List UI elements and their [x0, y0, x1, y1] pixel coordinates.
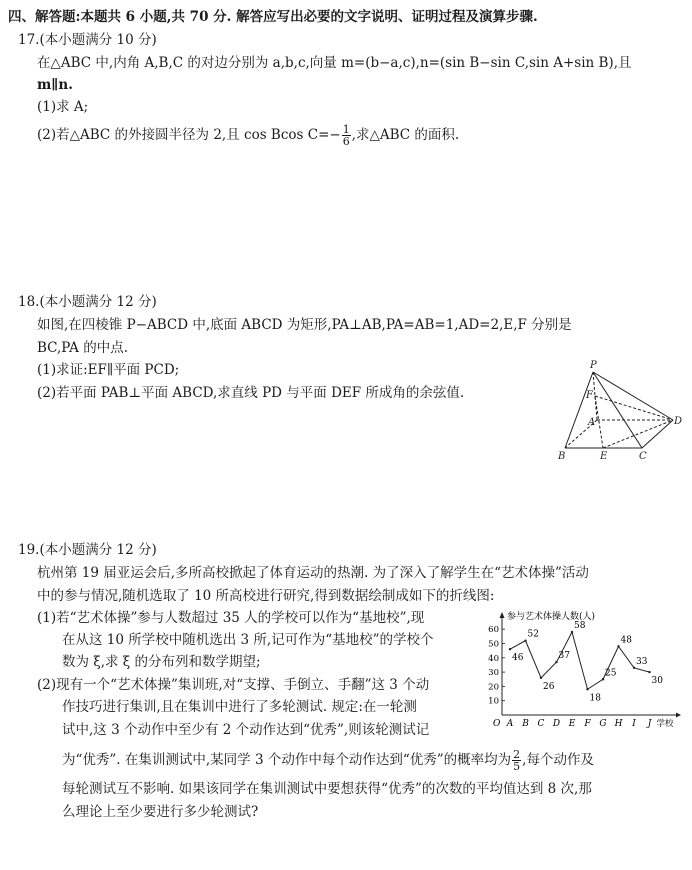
data-point: [602, 678, 604, 680]
x-tick-label: F: [584, 719, 591, 729]
x-axis-arrow: [676, 713, 681, 718]
q19-title: 19.(本小题满分 12 分): [18, 542, 157, 558]
q19-fraction-den: 5: [513, 760, 521, 773]
x-tick-label: J: [647, 719, 652, 729]
data-point: [540, 677, 542, 679]
label-D: D: [674, 416, 683, 427]
label-B: B: [558, 451, 566, 462]
q19-part1-line2: 在从这 10 所学校中随机选出 3 所,记可作为“基地校”的学校个: [62, 632, 434, 648]
y-tick-label: 30: [488, 668, 499, 679]
x-tick-label: A: [506, 719, 514, 729]
q17-fraction: [342, 124, 351, 147]
data-point: [648, 671, 650, 673]
q17-part2: [37, 124, 459, 147]
label-F: F: [586, 390, 593, 401]
y-tick-label: 20: [488, 682, 499, 693]
data-label: 48: [620, 635, 632, 646]
q17-part2-post: ,求△ABC 的面积.: [351, 127, 460, 143]
q18-stem-line2: BC,PA 的中点.: [37, 340, 128, 356]
q17-stem-line1: 在△ABC 中,内角 A,B,C 的对边分别为 a,b,c,向量 m=(b−a,c),n=(sin B−sin C,sin A+sin B),且: [37, 55, 632, 71]
q18-part1: (1)求证:EF∥平面 PCD;: [37, 362, 180, 378]
q17-part1: (1)求 A;: [37, 99, 89, 115]
data-point: [617, 645, 619, 647]
q19-part2-line4-pre: 为“优秀”. 在集训测试中,某同学 3 个动作中每个动作达到“优秀”的概率均为: [62, 752, 512, 768]
data-label: 33: [636, 656, 648, 667]
data-label: 30: [651, 676, 663, 687]
segment-ED: [603, 420, 673, 448]
label-C: C: [639, 451, 647, 462]
q18-stem-line1: 如图,在四棱锥 P−ABCD 中,底面 ABCD 为矩形,PA⊥AB,PA=AB=1,AD=2,E,F 分别是: [37, 317, 572, 333]
y-tick-label: 50: [488, 639, 499, 650]
q17-fraction-den: 6: [342, 135, 350, 148]
q19-part2-line2: 作技巧进行集训,且在集训中进行了多轮测试. 规定:在一轮测: [62, 699, 417, 715]
y-axis-arrow: [500, 612, 505, 618]
data-label: 52: [527, 629, 539, 640]
data-label: 18: [589, 693, 601, 704]
label-E: E: [600, 451, 608, 462]
data-point: [633, 667, 635, 669]
q17-title: 17.(本小题满分 10 分): [18, 32, 157, 48]
x-tick-label: D: [552, 719, 561, 729]
x-tick-label: I: [632, 719, 636, 729]
data-label: 46: [512, 653, 524, 664]
data-point: [571, 631, 573, 633]
x-tick-label: G: [599, 719, 607, 729]
segment-FE: [595, 396, 603, 448]
q18-part2: (2)若平面 PAB⊥平面 ABCD,求直线 PD 与平面 DEF 所成角的余弦值.: [37, 385, 465, 401]
edge-PC: [593, 372, 642, 448]
label-P: P: [590, 360, 597, 371]
q19-part2-line4-post: ,每个动作及: [522, 752, 594, 768]
q17-fraction-num: 1: [342, 123, 350, 136]
chart-title: 参与艺术体操人数(人): [507, 612, 596, 622]
x-tick-label: C: [537, 719, 545, 729]
q19-part2-line6: 么理论上至少要进行多少轮测试?: [62, 804, 259, 820]
x-axis-label: 学校: [656, 719, 674, 729]
data-label: 58: [574, 621, 586, 632]
pyramid-figure: [555, 358, 683, 462]
y-tick-label: 60: [488, 625, 499, 636]
data-label: 37: [558, 651, 570, 662]
edge-CD: [642, 420, 673, 448]
data-point: [524, 639, 526, 641]
q17-part2-pre: (2)若△ABC 的外接圆半径为 2,且 cos Bcos C=−: [37, 127, 341, 143]
data-point: [509, 648, 511, 650]
participation-line-chart: [480, 608, 685, 730]
label-A: A: [588, 417, 596, 428]
q19-part2-line1: (2)现有一个“艺术体操”集训班,对“支撑、手倒立、手翻”这 3 个动: [37, 677, 430, 693]
x-tick-label: H: [614, 719, 623, 729]
data-point: [555, 661, 557, 663]
q18-title: 18.(本小题满分 12 分): [18, 294, 157, 310]
q19-stem-line1: 杭州第 19 届亚运会后,多所高校掀起了体育运动的热潮. 为了深入了解学生在“艺术体操”活动: [37, 565, 589, 581]
y-tick-label: 40: [488, 653, 499, 664]
data-label: 26: [543, 681, 555, 692]
y-tick-label: 10: [488, 696, 499, 707]
edge-PB: [565, 372, 596, 448]
q19-part2-line5: 每轮测试互不影响. 如果该同学在集训测试中要想获得“优秀”的次数的平均值达到 8 次,那: [62, 781, 592, 797]
q17-stem-line2: m∥n.: [37, 77, 73, 93]
origin-label: O: [493, 719, 501, 729]
q19-stem-line2: 中的参与情况,随机选取了 10 所高校进行研究,得到数据绘制成如下的折线图:: [37, 588, 495, 604]
q19-fraction-num: 2: [513, 748, 521, 761]
q19-part1-line1: (1)若“艺术体操”参与人数超过 35 人的学校可以作为“基地校”,现: [37, 610, 425, 626]
q19-part2-line4: [62, 749, 594, 772]
x-tick-label: E: [568, 719, 576, 729]
q19-part2-line3: 试中,这 3 个动作中至少有 2 个动作达到“优秀”,则该轮测试记: [62, 722, 430, 738]
data-label: 25: [605, 668, 617, 679]
q19-fraction: [512, 749, 521, 772]
x-tick-label: B: [522, 719, 529, 729]
q19-part1-line3: 数为 ξ,求 ξ 的分布列和数学期望;: [62, 654, 261, 670]
edge-PD: [593, 372, 673, 420]
section-header: 四、解答题:本题共 6 小题,共 70 分. 解答应写出必要的文字说明、证明过程及演算步骤.: [8, 9, 538, 25]
segment-FD: [595, 396, 673, 420]
data-point: [586, 688, 588, 690]
